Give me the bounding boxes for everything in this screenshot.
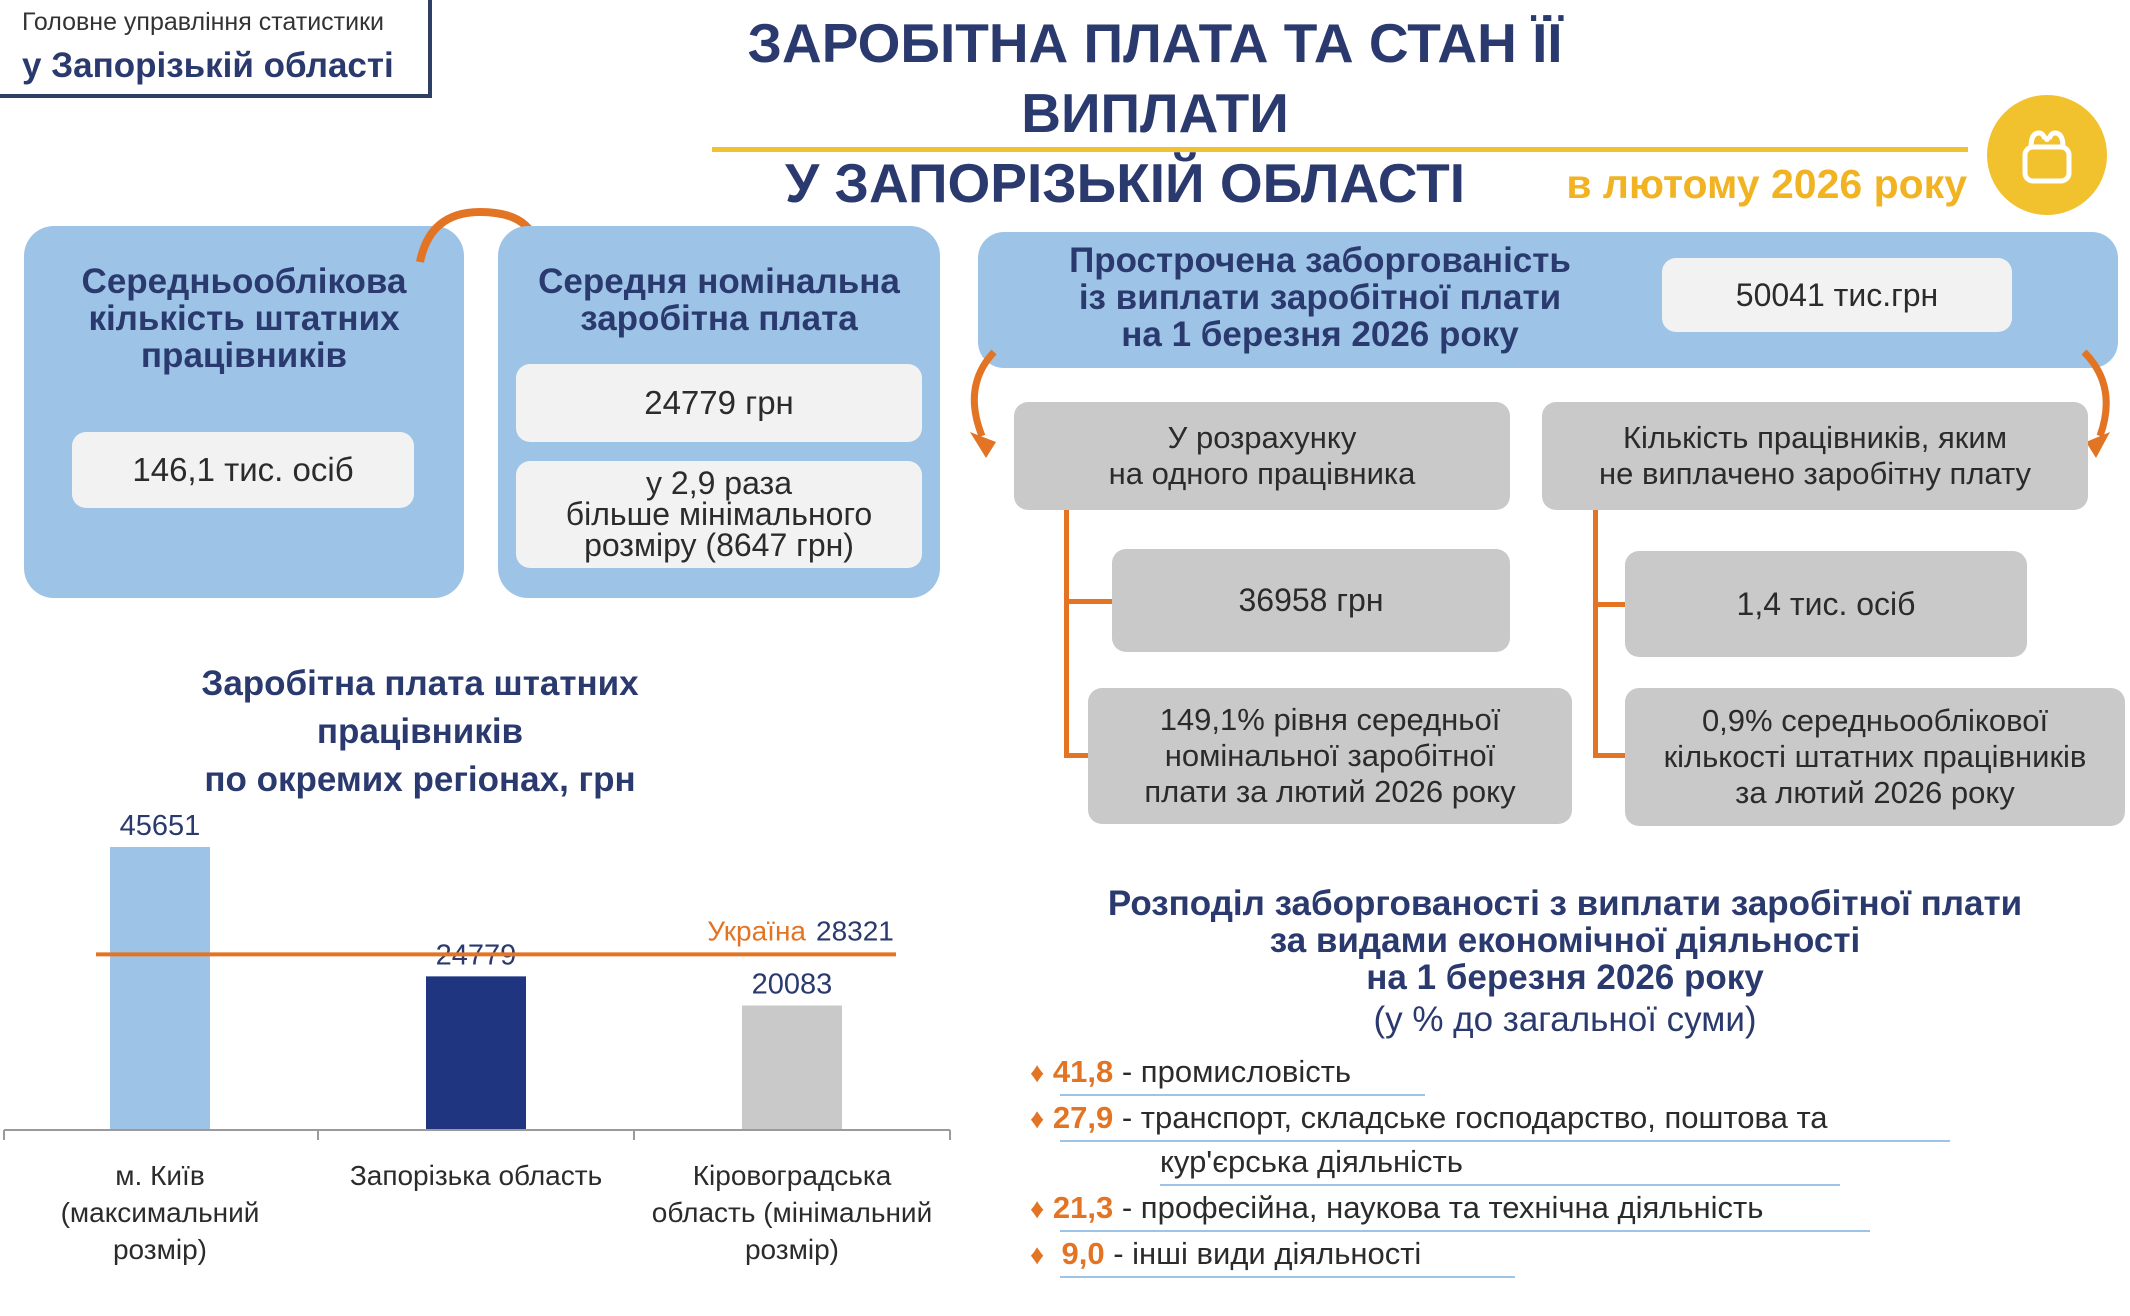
distribution-item-underline [1060, 1230, 1870, 1232]
category-label-1-0: Запорізька область [349, 1160, 603, 1191]
department-name: Головне управління статистики [22, 8, 384, 36]
salary-ratio-line-2: більше мінімального [565, 496, 873, 532]
distribution-item-value: 9,0 [1044, 1236, 1114, 1271]
distribution-item-underline [1160, 1184, 1840, 1186]
distribution-item-value: 41,8 [1044, 1054, 1122, 1089]
per-worker-connector [1064, 510, 1069, 758]
workers-connector [1593, 510, 1598, 758]
salary-ratio [516, 461, 922, 568]
distribution-item-value: 21,3 [1044, 1190, 1122, 1225]
distribution-item-label: - промисловість [1121, 1054, 1352, 1089]
page-title-line-2: У ЗАПОРІЗЬКІЙ ОБЛАСТІ [785, 152, 1465, 214]
workers-note [1625, 688, 2125, 826]
page-title-line-1: ЗАРОБІТНА ПЛАТА ТА СТАН ЇЇ ВИПЛАТИ [747, 12, 1563, 144]
workers-header-line-2: не виплачено заробітну плату [1598, 456, 2032, 491]
chart-title-line-2: по окремих регіонах, грн [204, 760, 636, 799]
per-worker-header [1014, 402, 1510, 510]
arrears-title-line-2: із виплати заробітної плати [1078, 278, 1562, 317]
salary-ratio-line-3: розміру (8647 грн) [584, 527, 854, 563]
title-underline [712, 147, 1968, 152]
workers-note-line-2: кількості штатних працівників [1663, 739, 2087, 774]
workers-note-line-1: 0,9% середньооблікової [1701, 703, 2049, 738]
bar-0 [110, 847, 210, 1130]
distribution-title-line-2: за видами економічної діяльності [1269, 921, 1861, 960]
arrears-total: 50041 тис.грн [1662, 258, 2012, 332]
category-label-0-0: м. Київ [115, 1160, 205, 1191]
ukraine-reference-value: 28321 [816, 915, 894, 947]
per-worker-branch-1 [1064, 599, 1112, 604]
distribution-subtitle: (у % до загальної суми) [1373, 1000, 1757, 1039]
distribution-item [1030, 1236, 1421, 1272]
bar-value-label-1: 24779 [435, 939, 517, 972]
distribution-item [1030, 1190, 1763, 1226]
per-worker-header-line-2: на одного працівника [1108, 456, 1416, 491]
salary-value: 24779 грн [516, 364, 922, 442]
workers-branch-1 [1593, 602, 1625, 607]
diamond-bullet-icon: ♦ [1030, 1239, 1045, 1270]
distribution-title-line-3: на 1 березня 2026 року [1366, 958, 1764, 997]
distribution-item-value: 27,9 [1044, 1100, 1122, 1135]
distribution-item-label: кур'єрська діяльність [1160, 1144, 1463, 1179]
distribution-title-line-1: Розподіл заборгованості з виплати заробітної плати [1107, 884, 2023, 923]
per-worker-header-line-1: У розрахунку [1167, 420, 1357, 455]
wallet-icon [1987, 95, 2107, 215]
distribution-item-label: - інші види діяльності [1113, 1236, 1422, 1271]
department-region: у Запорізькій області [22, 46, 394, 85]
bar-value-label-2: 20083 [751, 968, 833, 1001]
distribution-item-underline [1060, 1094, 1425, 1096]
diamond-bullet-icon: ♦ [1030, 1193, 1045, 1224]
distribution-item [1030, 1054, 1351, 1090]
distribution-item-label: - транспорт, складське господарство, поштова та [1121, 1100, 1828, 1135]
category-label-2-2: розмір) [744, 1234, 840, 1265]
chart-title-line-1: Заробітна плата штатних працівників [201, 664, 639, 751]
distribution-item [1030, 1100, 1828, 1136]
diamond-bullet-icon: ♦ [1030, 1103, 1045, 1134]
salary-bar-chart [0, 780, 980, 1280]
category-label-2-0: Кіровоградська [692, 1160, 892, 1191]
bar-value-label-0: 45651 [119, 809, 201, 842]
workers-header-line-1: Кількість працівників, яким [1622, 420, 2008, 455]
salary-card-title: Середня номінальна заробітна плата [538, 262, 900, 338]
period-subtitle: в лютому 2026 року [1566, 161, 1967, 207]
arrears-title-line-1: Прострочена заборгованість [1069, 241, 1571, 280]
category-label-2-1: область (мінімальний [651, 1197, 933, 1228]
bar-2 [742, 1005, 842, 1130]
category-label-0-2: розмір) [112, 1234, 208, 1265]
employees-value: 146,1 тис. осіб [72, 432, 414, 508]
per-worker-note [1088, 688, 1572, 824]
per-worker-note-line-3: плати за лютий 2026 року [1144, 774, 1516, 809]
distribution-title [1040, 885, 2090, 996]
distribution-item-label: - професійна, наукова та технічна діяльність [1121, 1190, 1764, 1225]
arrears-title-line-3: на 1 березня 2026 року [1121, 315, 1519, 354]
workers-value: 1,4 тис. осіб [1625, 551, 2027, 657]
distribution-item-underline [1060, 1276, 1515, 1278]
distribution-item-underline [1060, 1140, 1950, 1142]
per-worker-note-line-1: 149,1% рівня середньої [1159, 702, 1501, 737]
wallet-badge [1987, 95, 2107, 215]
employees-card-title: Середньооблікова кількість штатних працівників [81, 262, 407, 375]
bar-1 [426, 976, 526, 1130]
diamond-bullet-icon: ♦ [1030, 1057, 1045, 1088]
workers-header [1542, 402, 2088, 510]
ukraine-reference-label: Україна [707, 915, 806, 947]
arrears-title [1010, 242, 1630, 353]
per-worker-note-line-2: номінальної заробітної [1164, 738, 1496, 773]
per-worker-value: 36958 грн [1112, 549, 1510, 652]
distribution-item [1160, 1144, 1463, 1180]
workers-note-line-3: за лютий 2026 року [1735, 775, 2015, 810]
category-label-0-1: (максимальний [60, 1197, 260, 1228]
salary-ratio-line-1: у 2,9 раза [646, 465, 792, 501]
workers-branch-2 [1593, 753, 1625, 758]
